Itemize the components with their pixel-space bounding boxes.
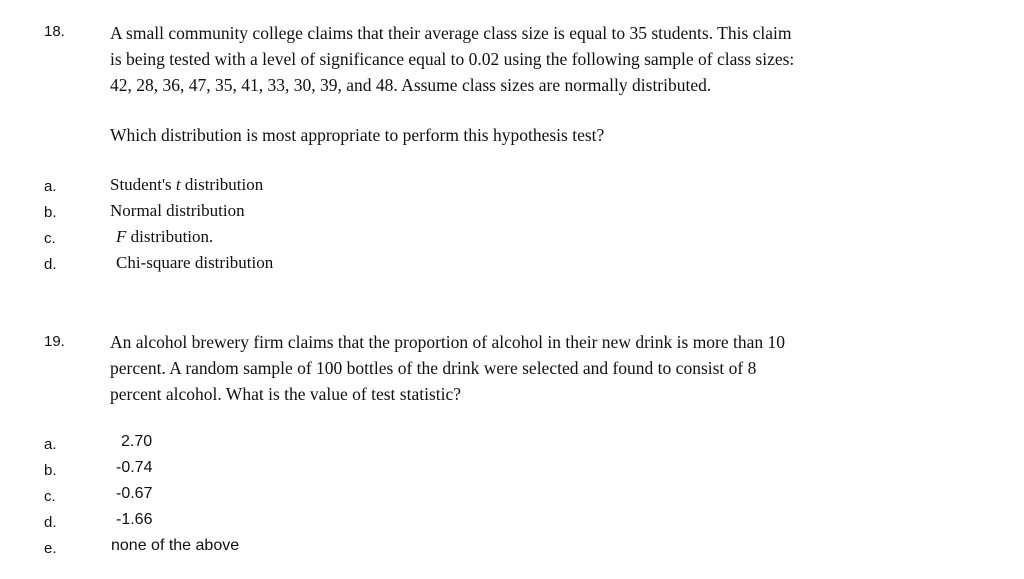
- q19-option-b-text: -0.74: [116, 459, 153, 476]
- q19-option-a-text: 2.70: [121, 433, 153, 450]
- q19-option-b-letter: b.: [44, 462, 57, 479]
- q18-option-c-letter: c.: [44, 230, 56, 247]
- question-19-stem-line-2: percent. A random sample of 100 bottles of the drink were selected and found to consist of 8: [110, 358, 757, 378]
- q19-option-c-text: -0.67: [116, 485, 153, 502]
- q19-option-d-letter: d.: [44, 514, 57, 531]
- q18-option-a-letter: a.: [44, 178, 57, 195]
- q19-option-a-letter: a.: [44, 436, 57, 453]
- q19-option-e-text: none of the above: [111, 537, 240, 554]
- q18-option-a-text: Student's t distribution: [110, 175, 264, 194]
- question-19-number: 19.: [44, 333, 65, 350]
- question-18-stem-line-2: is being tested with a level of significance equal to 0.02 using the following sample of class sizes:: [110, 49, 795, 69]
- question-18-stem-line-3: 42, 28, 36, 47, 35, 41, 33, 30, 39, and 48. Assume class sizes are normally distributed.: [110, 75, 712, 95]
- question-18-prompt: Which distribution is most appropriate to perform this hypothesis test?: [110, 125, 605, 145]
- question-19-stem-line-3: percent alcohol. What is the value of test statistic?: [110, 384, 462, 404]
- q18-option-b-text: Normal distribution: [110, 201, 245, 220]
- q18-option-d-text: Chi-square distribution: [116, 253, 274, 272]
- q18-option-b-letter: b.: [44, 204, 57, 221]
- question-18-stem-line-1: A small community college claims that their average class size is equal to 35 students. This claim: [110, 23, 792, 43]
- question-18-number: 18.: [44, 23, 65, 40]
- q18-option-d-letter: d.: [44, 256, 57, 273]
- q18-option-c-text: F distribution.: [116, 227, 214, 246]
- q19-option-e-letter: e.: [44, 540, 57, 557]
- q19-option-d-text: -1.66: [116, 511, 153, 528]
- question-19-stem-line-1: An alcohol brewery firm claims that the proportion of alcohol in their new drink is more than 10: [110, 332, 786, 352]
- q19-option-c-letter: c.: [44, 488, 56, 505]
